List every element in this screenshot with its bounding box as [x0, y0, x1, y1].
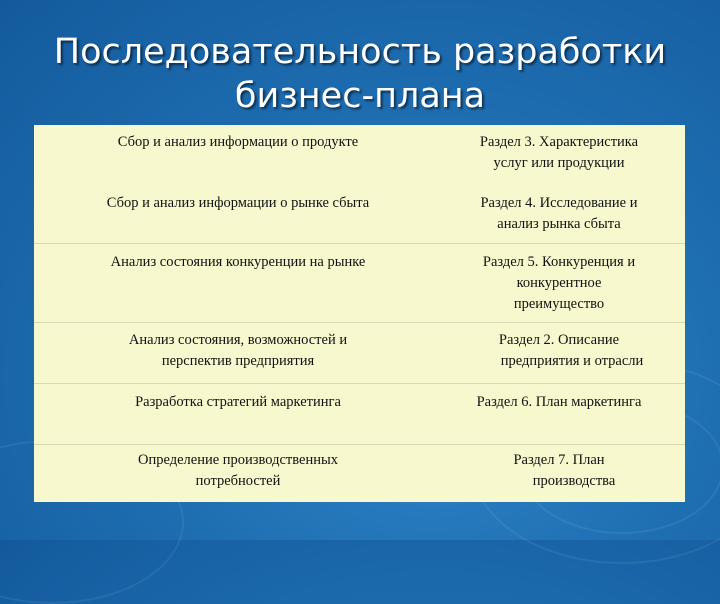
task-text: Анализ состояния, возможностей и — [128, 332, 348, 348]
section-text: Раздел 4. Исследование и — [480, 195, 638, 211]
task-cell — [42, 252, 434, 273]
task-text: Разработка стратегий маркетинга — [135, 394, 341, 410]
section-cell — [434, 193, 684, 235]
table-row — [34, 445, 685, 502]
task-cell — [42, 330, 434, 372]
task-text: потребностей — [195, 473, 281, 489]
slide-title-line-2: бизнес-плана — [234, 76, 486, 116]
slide-title — [0, 30, 720, 118]
section-cell — [434, 132, 684, 174]
section-text: Раздел 6. План маркетинга — [476, 394, 642, 410]
slide-title-line-1: Последовательность разработки — [53, 32, 667, 72]
section-text: Раздел 5. Конкуренция и — [482, 254, 636, 270]
section-text: Раздел 7. План — [513, 452, 605, 468]
section-text: анализ рынка сбыта — [497, 216, 621, 232]
section-cell — [434, 252, 684, 315]
table-row — [34, 384, 685, 445]
section-cell — [434, 392, 684, 413]
task-text: Определение производственных — [138, 452, 338, 468]
task-text: перспектив предприятия — [161, 353, 315, 369]
task-text: Сбор и анализ информации о рынке сбыта — [106, 195, 370, 211]
task-cell — [42, 132, 434, 153]
section-cell — [434, 330, 684, 372]
task-cell — [42, 193, 434, 214]
section-cell — [434, 450, 684, 492]
section-text: предприятия и отрасли — [500, 353, 644, 369]
task-text: Анализ состояния конкуренции на рынке — [110, 254, 366, 270]
section-text: преимущество — [513, 296, 605, 312]
business-plan-table — [34, 125, 685, 502]
section-text: Раздел 2. Описание — [498, 332, 620, 348]
task-cell — [42, 392, 434, 413]
table-row — [34, 183, 685, 244]
task-cell — [42, 450, 434, 492]
section-text: производства — [532, 473, 616, 489]
section-text: услуг или продукции — [493, 155, 625, 171]
table-row — [34, 244, 685, 323]
table-row — [34, 125, 685, 183]
section-text: Раздел 3. Характеристика — [479, 134, 639, 150]
task-text: Сбор и анализ информации о продукте — [117, 134, 359, 150]
table-row — [34, 323, 685, 384]
section-text: конкурентное — [516, 275, 602, 291]
